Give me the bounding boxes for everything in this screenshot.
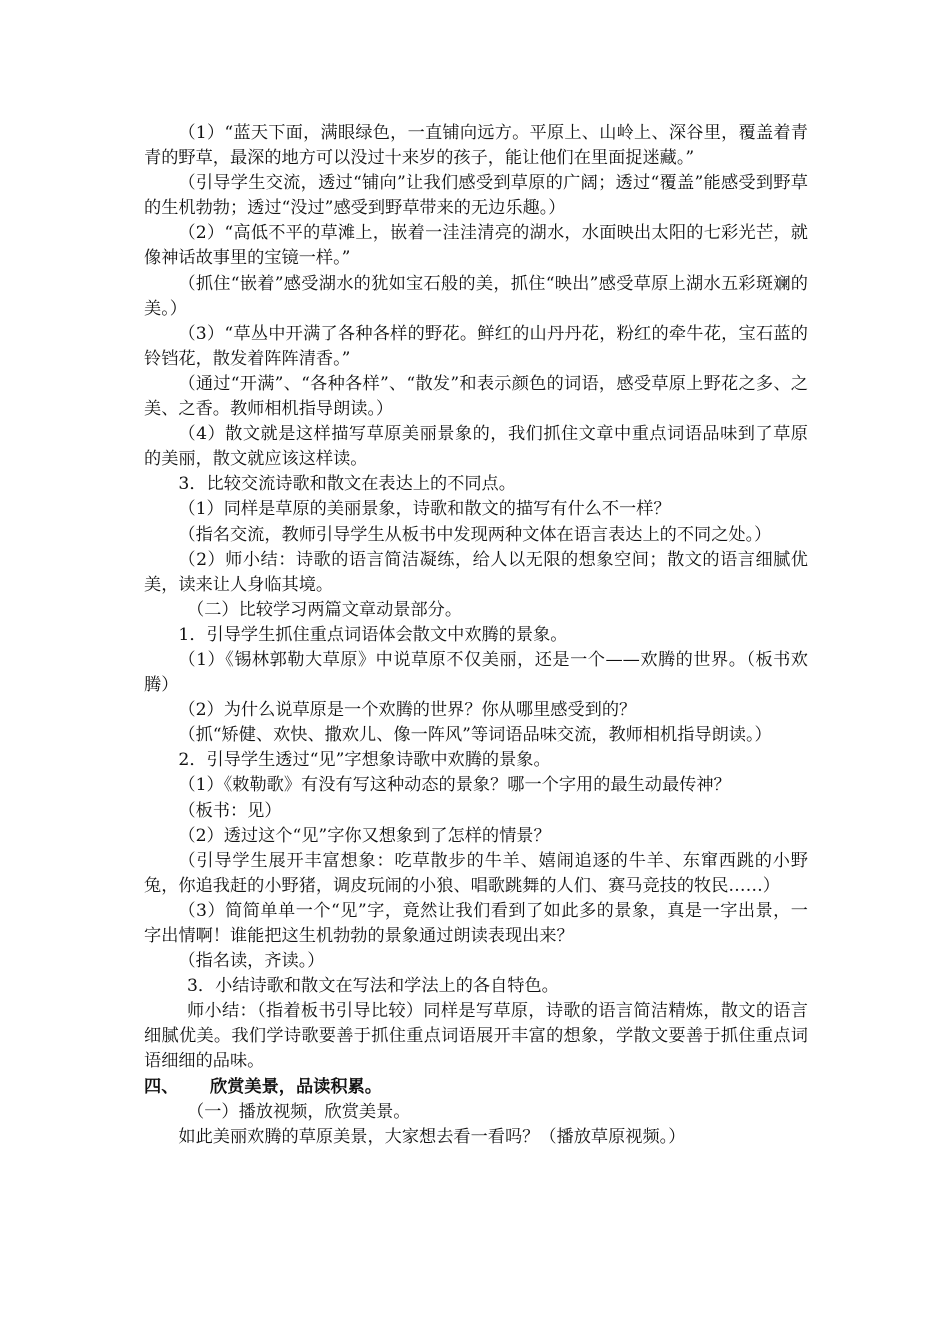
paragraph: 2．引导学生透过“见”字想象诗歌中欢腾的景象。 <box>178 750 551 771</box>
paragraph: 3．小结诗歌和散文在写法和学法上的各自特色。 <box>187 976 559 997</box>
paragraph: （指名交流，教师引导学生从板书中发现两种文体在语言表达上的不同之处。） <box>178 524 772 545</box>
paragraph: （4）散文就是这样描写草原美丽景象的，我们抓住文章中重点词语品味到了草原的美丽，散文就应该这样读。 <box>144 424 808 470</box>
paragraph: （1）《敕勒歌》有没有写这种动态的景象？哪一个字用的最生动最传神？ <box>178 775 731 796</box>
document-body <box>144 121 808 1150</box>
paragraph: （引导学生展开丰富想象：吃草散步的牛羊、嬉闹追逐的牛羊、东窜西跳的小野兔，你追我赶的小野猪，调皮玩闹的小狼、唱歌跳舞的人们、赛马竞技的牧民……） <box>144 850 808 896</box>
paragraph: （2）为什么说草原是一个欢腾的世界？你从哪里感受到的？ <box>178 700 637 721</box>
paragraph: （1）《锡林郭勒大草原》中说草原不仅美丽，还是一个——欢腾的世界。（板书欢腾） <box>144 649 808 696</box>
paragraph: （2）透过这个“见”字你又想象到了怎样的情景？ <box>178 825 551 846</box>
paragraph: （二）比较学习两篇文章动景部分。 <box>187 599 463 620</box>
paragraph: （指名读，齐读。） <box>178 951 325 972</box>
paragraph: 3．比较交流诗歌和散文在表达上的不同点。 <box>178 474 516 495</box>
paragraph: （2）师小结：诗歌的语言简洁凝练，给人以无限的想象空间；散文的语言细腻优美，读来让人身临其境。 <box>144 549 808 595</box>
paragraph: （3）“草丛中开满了各种各样的野花。鲜红的山丹丹花，粉红的牵牛花，宝石蓝的铃铛花，散发着阵阵清香。” <box>144 323 808 369</box>
paragraph: （一）播放视频，欣赏美景。 <box>187 1101 411 1122</box>
section-number: 四、 <box>144 1076 179 1097</box>
paragraph: （抓住“嵌着”感受湖水的犹如宝石般的美，抓住“映出”感受草原上湖水五彩斑斓的美。） <box>144 273 808 319</box>
paragraph: （1）同样是草原的美丽景象，诗歌和散文的描写有什么不一样？ <box>178 499 671 520</box>
paragraph: （抓“矫健、欢快、撒欢儿、像一阵风”等词语品味交流，教师相机指导朗读。） <box>178 725 772 746</box>
paragraph: 1．引导学生抓住重点词语体会散文中欢腾的景象。 <box>178 624 568 645</box>
paragraph: （引导学生交流，透过“铺向”让我们感受到草原的广阔；透过“覆盖”能感受到野草的生机勃勃；透过“没过”感受到野草带来的无边乐趣。） <box>144 173 808 219</box>
paragraph: 如此美丽欢腾的草原美景，大家想去看一看吗？（播放草原视频。） <box>178 1126 686 1147</box>
section-heading <box>144 1075 808 1100</box>
paragraph: （3）简简单单一个“见”字，竟然让我们看到了如此多的景象，真是一字出景，一字出情啊！谁能把这生机勃勃的景象通过朗读表现出来？ <box>144 900 808 946</box>
paragraph: 师小结：（指着板书引导比较）同样是写草原，诗歌的语言简洁精炼，散文的语言细腻优美。我们学诗歌要善于抓住重点词语展开丰富的想象，学散文要善于抓住重点词语细细的品味。 <box>144 1001 808 1072</box>
section-title: 欣赏美景，品读积累。 <box>210 1076 382 1097</box>
paragraph: （1）“蓝天下面，满眼绿色，一直铺向远方。平原上、山岭上、深谷里，覆盖着青青的野草，最深的地方可以没过十来岁的孩子，能让他们在里面捉迷藏。” <box>144 123 808 169</box>
paragraph: （通过“开满”、“各种各样”、“散发”和表示颜色的词语，感受草原上野花之多、之美、之香。教师相机指导朗读。） <box>144 373 808 420</box>
paragraph: （板书：见） <box>178 800 282 821</box>
paragraph: （2）“高低不平的草滩上，嵌着一洼洼清亮的湖水，水面映出太阳的七彩光芒，就像神话故事里的宝镜一样。” <box>144 223 808 269</box>
